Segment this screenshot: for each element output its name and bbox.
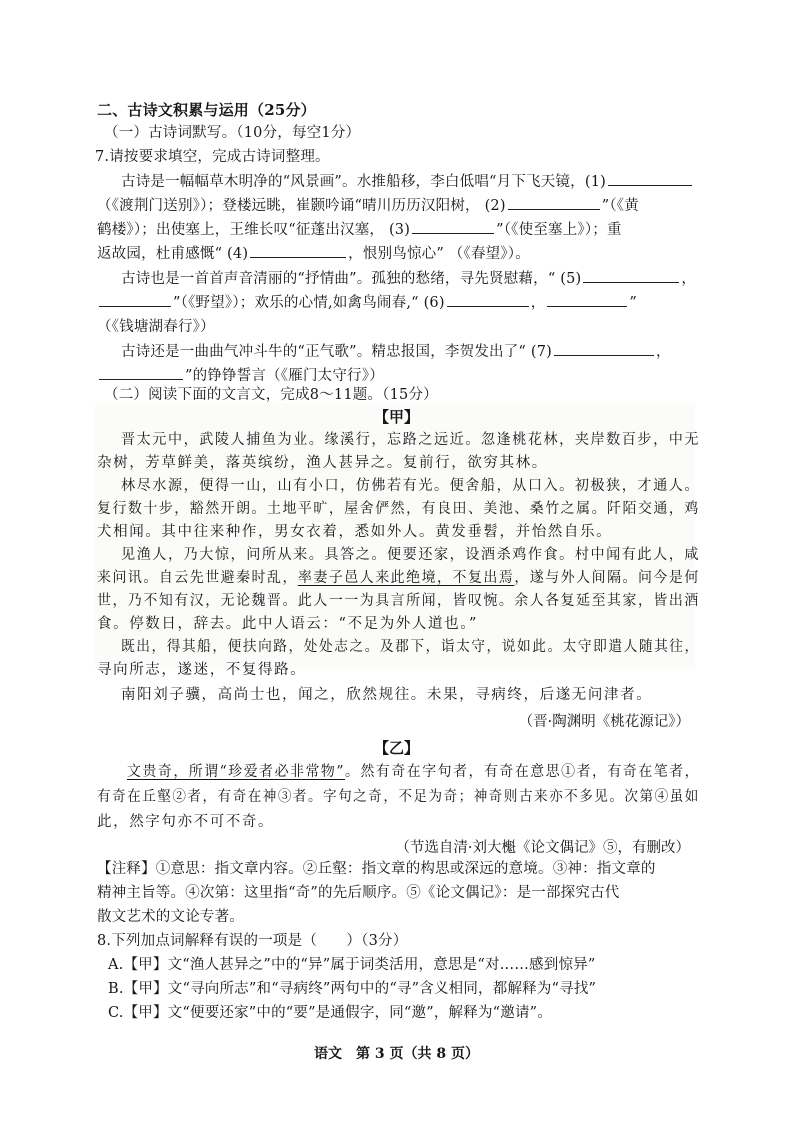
section-heading: 二、古诗文积累与运用（25分）	[97, 101, 316, 119]
question-7-title: 7.请按要求填空，完成古诗词整理。	[95, 149, 330, 165]
yi-line-1: 文贵奇，所谓“珍爱者必非常物”。然有奇在字句者，有奇在意思①者，有奇在笔者，	[127, 764, 701, 780]
q8-option-c[interactable]: C.【甲】文“便要还家”中的“要”是通假字，同“邀”，解释为“邀请”。	[108, 1005, 552, 1021]
answer-blank-6a[interactable]	[447, 292, 529, 307]
jia-line-12: 南阳刘子骥，高尚士也，闻之，欣然规往。未果，寻病终，后遂无问津者。	[121, 687, 653, 703]
jia-source: （晋·陶渊明《桃花源记》）	[518, 714, 690, 730]
q7-p3-line2: ”的铮铮誓言（《雁门太守行》）	[97, 365, 384, 386]
q8-option-b[interactable]: B.【甲】文“寻向所志”和“寻病终”两句中的“寻”含义相同，都解释为“寻找”	[108, 981, 597, 997]
question-8-stem: 8.下列加点词解释有误的一项是（ ）（3分）	[97, 933, 408, 949]
yi-line-3: 此，然字句亦不可不奇。	[97, 814, 275, 830]
jia-line-7: 来问讯。自云先世避秦时乱，率妻子邑人来此绝境，不复出焉，遂与外人间隔。问今是何	[97, 570, 700, 586]
notes-line-1: 【注释】①意思：指文章内容。②丘壑：指文章的构思或深远的意境。③神：指文章的	[97, 861, 656, 877]
subsection-1-title: （一）古诗词默写。（10分，每空1分）	[104, 125, 361, 141]
jia-line-8: 世，乃不知有汉，无论魏晋。此人一一为具言所闻，皆叹惋。余人各复延至其家，皆出酒	[97, 593, 700, 609]
q8-option-a[interactable]: A.【甲】文“渔人甚异之”中的“异”属于词类活用，意思是“对……感到惊异”	[108, 957, 596, 973]
jia-line-10: 既出，得其船，便扶向路，处处志之。及郡下，诣太守，说如此。太守即遣人随其往，	[121, 639, 700, 655]
jia-line-4: 复行数十步，豁然开朗。土地平旷，屋舍俨然，有良田、美池、桑竹之属。阡陌交通，鸡	[97, 501, 700, 517]
passage-jia-label: 【甲】	[373, 408, 419, 426]
jia-line-11: 寻向所志，遂迷，不复得路。	[97, 662, 307, 678]
jia-line-1: 晋太元中，武陵人捕鱼为业。缘溪行，忘路之远近。忽逢桃花林，夹岸数百步，中无	[121, 432, 701, 448]
q7-p1-line2: （《渡荆门送别》）；登楼远眺，崔颢吟诵“晴川历历汉阳树， (2) ”（《黄	[97, 195, 639, 216]
notes-line-2: 精神主旨等。④次第：这里指“奇”的先后顺序。⑤《论文偶记》：是一部探究古代	[97, 885, 620, 901]
q7-p1-line1: 古诗是一幅幅草木明净的“风景画”。水推船移，李白低唱“月下飞天镜，(1)	[121, 171, 694, 192]
yi-source: （节选自清·刘大櫆《论文偶记》⑤，有删改）	[395, 840, 690, 856]
q7-p2-line2: ”（《野望》）；欢乐的心情,如禽鸟闹春,“ (6) ， ”	[97, 292, 637, 313]
answer-blank-1[interactable]	[608, 171, 692, 186]
answer-blank-5a[interactable]	[583, 268, 679, 283]
answer-blank-2[interactable]	[508, 195, 600, 210]
yi-underlined-sentence: 文贵奇，所谓“珍爱者必非常物”	[127, 764, 346, 780]
jia-line-9: 食。停数日，辞去。此中人语云：“不足为外人道也。”	[97, 616, 479, 632]
subsection-2-title: （二）阅读下面的文言文，完成8～11题。（15分）	[104, 387, 438, 403]
q7-p3-line1: 古诗还是一曲曲气冲斗牛的“正气歌”。精忠报国，李贺发出了“ (7) ，	[121, 341, 671, 362]
jia-line-3: 林尽水源，便得一山，山有小口，仿佛若有光。便舍船，从口入。初极狭，才通人。	[121, 478, 701, 494]
yi-line-2: 有奇在丘壑②者，有奇在神③者。字句之奇，不足为奇；神奇则古来亦不多见。次第④虽如	[97, 789, 700, 805]
passage-yi-label: 【乙】	[373, 739, 419, 757]
answer-blank-7b[interactable]	[99, 365, 183, 380]
notes-line-3: 散文艺术的文论专著。	[97, 909, 244, 925]
q7-p1-line3: 鹤楼》）；出使塞上，王维长叹“征蓬出汉塞， (3) ”（《使至塞上》）；重	[97, 219, 622, 240]
q7-p1-line4: 返故园，杜甫感慨“ (4) ，恨别鸟惊心” （《春望》）。	[97, 243, 530, 264]
q7-p2-line1: 古诗也是一首首声音清丽的“抒情曲”。孤独的愁绪，寻先贤慰藉，“ (5) ，	[121, 268, 696, 289]
jia-line-5: 犬相闻。其中往来种作，男女衣着，悉如外人。黄发垂髫，并怡然自乐。	[97, 524, 613, 540]
jia-line-6: 见渔人，乃大惊，问所从来。具答之。便要还家，设酒杀鸡作食。村中闻有此人，咸	[121, 547, 701, 563]
answer-blank-4[interactable]	[250, 243, 346, 258]
answer-blank-5b[interactable]	[99, 292, 171, 307]
q7-p2-line3: （《钱塘湖春行》）	[97, 319, 215, 335]
answer-blank-6b[interactable]	[547, 292, 627, 307]
page-footer: 语文 第 3 页（共 8 页）	[314, 1046, 479, 1062]
answer-blank-7a[interactable]	[554, 341, 654, 356]
answer-blank-3[interactable]	[412, 219, 494, 234]
jia-line-2: 杂树，芳草鲜美，落英缤纷，渔人甚异之。复前行，欲穷其林。	[97, 455, 548, 471]
underlined-sentence: 率妻子邑人来此绝境，不复出焉	[297, 570, 515, 586]
